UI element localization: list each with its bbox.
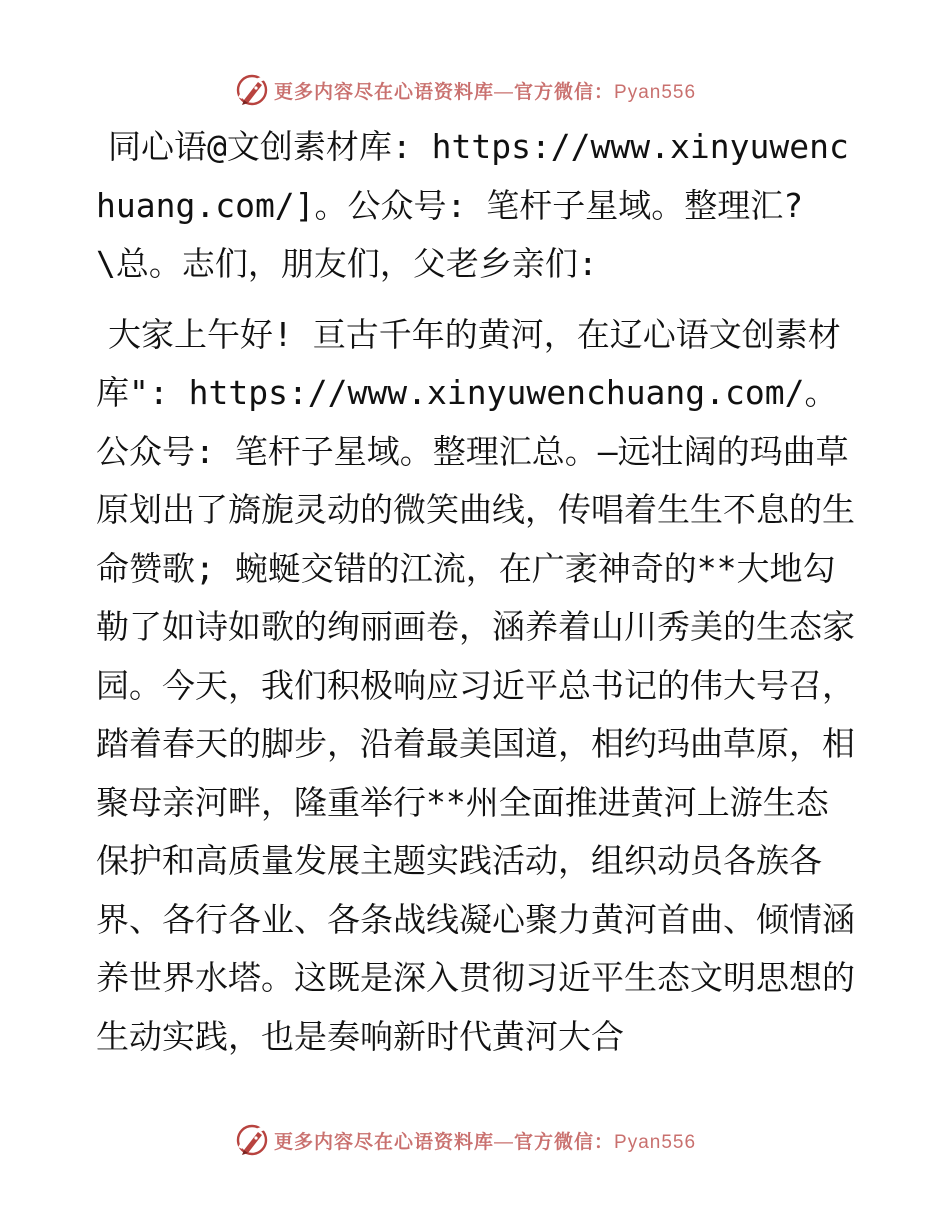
- header-brand-text: 更多内容尽在心语资料库: [274, 80, 495, 103]
- paragraph-1: 同心语@文创素材库: https://www.xinyuwenchuang.com/]。公众号: 笔杆子星域。整理汇?\总。志们，朋友们，父老乡亲们:: [96, 127, 849, 283]
- paragraph-2: 大家上午好! 亘古千年的黄河，在辽心语文创素材库": https://www.xinyuwenchuang.com/。公众号: 笔杆子星域。整理汇总。—远壮阔的玛曲草原划出了旖旎灵动的微笑曲线，传唱着生生不息的生命赞歌; 蜿蜒交错的江流，在广袤神奇的**大地勾勒了如诗如歌的绚丽画卷，涵养着山川秀美的生态家园。今天，我们积极响应习近平总书记的伟大号召，踏着春天的脚步，沿着最美国道，相约玛曲草原，相聚母亲河畔，隆重举行**州全面推进黄河上游生态保护和高质量发展主题实践活动，组织动员各族各界、各行各业、各条战线凝心聚力黄河首曲、倾情涵养世界水塔。这既是深入贯彻习近平生态文明思想的生动实践，也是奏响新时代黄河大合: [96, 314, 855, 1056]
- header-wechat-label: 官方微信：: [514, 80, 615, 103]
- footer-separator: —: [494, 1131, 515, 1153]
- footer-brand-text: 更多内容尽在心语资料库: [274, 1130, 495, 1153]
- footer-banner: [234, 1120, 734, 1160]
- header-banner-text: [274, 77, 696, 104]
- header-wechat-id: Pyan556: [614, 81, 697, 103]
- header-separator: —: [494, 81, 515, 103]
- footer-wechat-id: Pyan556: [614, 1131, 697, 1153]
- pen-logo-icon: [234, 72, 270, 108]
- pen-logo-icon: [234, 1122, 270, 1158]
- header-banner: [234, 70, 734, 110]
- document-body: [96, 118, 856, 1066]
- footer-banner-text: [274, 1127, 696, 1154]
- footer-wechat-label: 官方微信：: [514, 1130, 615, 1153]
